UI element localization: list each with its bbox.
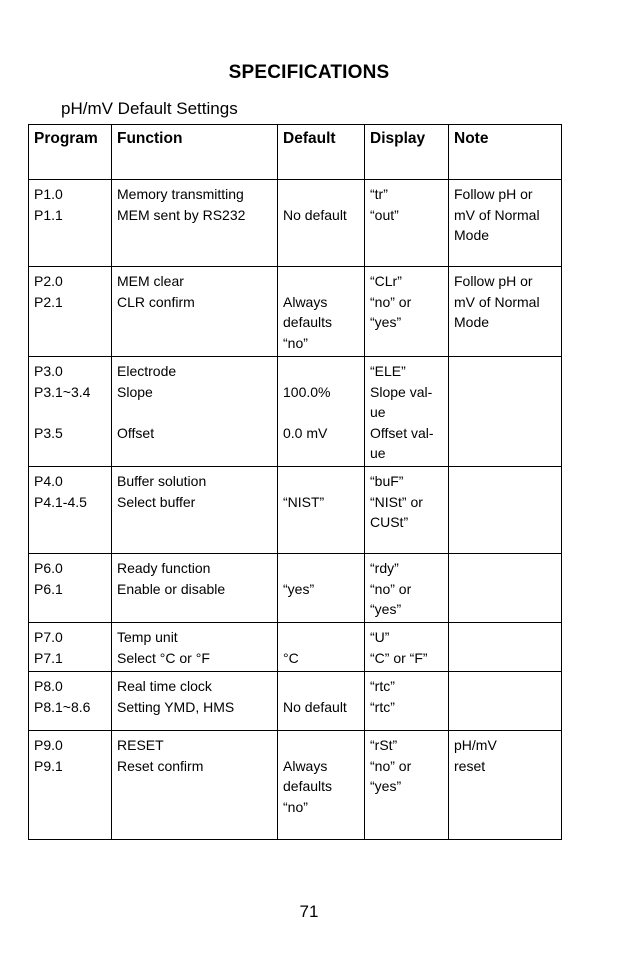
cell-line: CLR confirm (117, 293, 195, 310)
cell-line: “NISt” or (370, 493, 423, 510)
section-subtitle: pH/mV Default Settings (61, 99, 238, 118)
cell-line: P8.0 (34, 678, 63, 694)
cell-line: P1.0 (34, 186, 63, 202)
cell-line (283, 627, 359, 648)
cell-line (34, 533, 106, 554)
cell-line (370, 817, 443, 838)
cell-line: Offset val- (370, 424, 434, 441)
cell-default (278, 554, 365, 623)
cell-line (283, 676, 359, 697)
cell-note (449, 554, 562, 623)
cell-default (278, 672, 365, 731)
cell-line: ue (370, 445, 386, 461)
cell-note (449, 623, 562, 672)
cell-program (29, 467, 112, 554)
table-row (29, 731, 562, 840)
cell-line: P1.1 (34, 206, 63, 223)
cell-line: “U” (370, 629, 390, 645)
cell-line: “ELE” (370, 363, 406, 379)
cell-note (449, 267, 562, 357)
cell-line (117, 246, 272, 267)
cell-line (454, 558, 556, 579)
cell-line: Offset (117, 424, 155, 441)
cell-line: Slope (117, 383, 153, 400)
cell-line: “rSt” (370, 737, 398, 753)
cell-line (117, 333, 272, 354)
cell-line: P2.0 (34, 273, 63, 289)
cell-display (365, 467, 449, 554)
cell-line (454, 599, 556, 620)
cell-line (34, 225, 106, 246)
cell-program (29, 672, 112, 731)
cell-program (29, 623, 112, 672)
cell-line: MEM sent by RS232 (117, 206, 246, 223)
table-header-row (29, 125, 562, 180)
cell-line (454, 492, 556, 513)
cell-line (454, 648, 556, 669)
table-row (29, 672, 562, 731)
cell-line (283, 599, 359, 620)
cell-line (454, 676, 556, 697)
cell-line (454, 333, 556, 354)
cell-line: “no” (283, 798, 308, 815)
cell-line: “out” (370, 206, 399, 223)
cell-line (454, 627, 556, 648)
cell-function (112, 357, 278, 467)
cell-line (454, 361, 556, 382)
cell-line: defaults (283, 778, 333, 794)
cell-line (370, 797, 443, 818)
cell-line: defaults (283, 314, 333, 330)
cell-line: P7.1 (34, 649, 63, 666)
cell-line: P4.0 (34, 473, 63, 489)
cell-line: P3.5 (34, 424, 63, 441)
cell-note (449, 672, 562, 731)
cell-line (454, 579, 556, 600)
cell-line: P3.1~3.4 (34, 383, 91, 400)
cell-line: “no” or (370, 757, 412, 774)
cell-line: reset (454, 757, 486, 774)
cell-line: “buF” (370, 473, 404, 489)
cell-line (34, 312, 106, 333)
cell-line: 100.0% (283, 383, 331, 400)
cell-default (278, 357, 365, 467)
cell-line (454, 512, 556, 533)
cell-line (34, 817, 106, 838)
cell-line: Mode (454, 314, 490, 330)
cell-line (34, 246, 106, 267)
cell-default (278, 267, 365, 357)
cell-line: Follow pH or (454, 186, 533, 202)
cell-function (112, 467, 278, 554)
cell-line (454, 533, 556, 554)
cell-note (449, 467, 562, 554)
cell-line (117, 817, 272, 838)
cell-line: “tr” (370, 186, 388, 202)
cell-line (117, 312, 272, 333)
cell-display (365, 180, 449, 267)
cell-line: Always (283, 757, 328, 774)
cell-line (117, 797, 272, 818)
page-number: 71 (299, 902, 319, 921)
cell-line (117, 533, 272, 554)
cell-line: CUSt” (370, 514, 409, 530)
cell-line: “rdy” (370, 560, 399, 576)
cell-line (283, 512, 359, 533)
cell-line: Always (283, 293, 328, 310)
cell-line (117, 599, 272, 620)
table-row (29, 267, 562, 357)
cell-line: P9.0 (34, 737, 63, 753)
cell-line (34, 797, 106, 818)
cell-function (112, 180, 278, 267)
cell-line (454, 246, 556, 267)
cell-line (454, 443, 556, 464)
cell-display (365, 357, 449, 467)
cell-line: Reset confirm (117, 757, 204, 774)
column-header-function: Function (112, 125, 278, 180)
cell-line (283, 246, 359, 267)
cell-line (283, 558, 359, 579)
cell-line: “no” or (370, 580, 412, 597)
cell-line: mV of Normal (454, 293, 540, 310)
column-header-note: Note (449, 125, 562, 180)
cell-line: “yes” (283, 580, 315, 597)
column-header-default: Default (278, 125, 365, 180)
cell-function (112, 672, 278, 731)
page-title: SPECIFICATIONS (228, 62, 390, 83)
cell-line (283, 225, 359, 246)
cell-function (112, 267, 278, 357)
cell-line (370, 533, 443, 554)
cell-line: “CLr” (370, 273, 402, 289)
cell-line (117, 225, 272, 246)
cell-line: P8.1~8.6 (34, 698, 91, 715)
cell-line: P4.1-4.5 (34, 493, 87, 510)
cell-line (34, 776, 106, 797)
cell-line: No default (283, 698, 347, 715)
cell-line: ue (370, 404, 386, 420)
cell-line: Electrode (117, 363, 177, 379)
cell-line (34, 443, 106, 464)
cell-line: Ready function (117, 560, 211, 576)
cell-program (29, 357, 112, 467)
cell-line (283, 184, 359, 205)
cell-line: “rtc” (370, 678, 395, 694)
cell-line: Enable or disable (117, 580, 226, 597)
cell-line: Memory transmitting (117, 186, 244, 202)
cell-line (370, 246, 443, 267)
cell-line (454, 776, 556, 797)
cell-line (283, 533, 359, 554)
cell-line: Real time clock (117, 678, 212, 694)
cell-function (112, 731, 278, 840)
cell-line: P6.0 (34, 560, 63, 576)
cell-line: Select °C or °F (117, 649, 210, 666)
cell-line: P7.0 (34, 629, 63, 645)
cell-line (454, 817, 556, 838)
cell-line (454, 423, 556, 444)
cell-line (370, 333, 443, 354)
cell-note (449, 731, 562, 840)
cell-program (29, 180, 112, 267)
cell-line (34, 333, 106, 354)
cell-line: Mode (454, 227, 490, 243)
cell-line (34, 402, 106, 423)
cell-line: No default (283, 206, 347, 223)
cell-default (278, 731, 365, 840)
cell-line (283, 361, 359, 382)
cell-line: mV of Normal (454, 206, 540, 223)
cell-display (365, 623, 449, 672)
table-row (29, 623, 562, 672)
cell-line: °C (283, 649, 299, 666)
cell-line: “yes” (370, 314, 402, 330)
cell-line (454, 402, 556, 423)
cell-program (29, 731, 112, 840)
table-body (29, 180, 562, 840)
cell-function (112, 623, 278, 672)
cell-program (29, 267, 112, 357)
cell-line: RESET (117, 737, 164, 753)
cell-line: “yes” (370, 601, 402, 617)
cell-default (278, 623, 365, 672)
cell-line: “NIST” (283, 493, 325, 510)
cell-line: “no” or (370, 293, 412, 310)
cell-line: P6.1 (34, 580, 63, 597)
cell-line (283, 443, 359, 464)
table-row (29, 554, 562, 623)
cell-line (454, 697, 556, 718)
cell-note (449, 180, 562, 267)
cell-line (117, 776, 272, 797)
cell-line: Slope val- (370, 383, 433, 400)
cell-line (283, 817, 359, 838)
cell-line (117, 443, 272, 464)
cell-line: 0.0 mV (283, 424, 328, 441)
cell-line (454, 797, 556, 818)
cell-line: P9.1 (34, 757, 63, 774)
cell-line (283, 271, 359, 292)
column-header-program: Program (29, 125, 112, 180)
cell-note (449, 357, 562, 467)
cell-line: P2.1 (34, 293, 63, 310)
cell-line: Select buffer (117, 493, 196, 510)
cell-line (454, 471, 556, 492)
cell-line: “no” (283, 334, 308, 351)
table-row (29, 180, 562, 267)
default-settings-table (28, 124, 562, 840)
cell-display (365, 554, 449, 623)
cell-line (117, 402, 272, 423)
cell-default (278, 180, 365, 267)
cell-function (112, 554, 278, 623)
cell-line: MEM clear (117, 273, 184, 289)
cell-line (283, 471, 359, 492)
cell-line (283, 735, 359, 756)
cell-line (34, 599, 106, 620)
cell-line: Setting YMD, HMS (117, 698, 235, 715)
cell-program (29, 554, 112, 623)
cell-line (34, 512, 106, 533)
cell-line (454, 382, 556, 403)
table-row (29, 467, 562, 554)
column-header-display: Display (365, 125, 449, 180)
cell-line: Follow pH or (454, 273, 533, 289)
cell-line: “yes” (370, 778, 402, 794)
table-row (29, 357, 562, 467)
cell-display (365, 267, 449, 357)
cell-line (370, 225, 443, 246)
cell-line (117, 512, 272, 533)
cell-display (365, 731, 449, 840)
cell-line: P3.0 (34, 363, 63, 379)
cell-default (278, 467, 365, 554)
cell-line: Temp unit (117, 629, 178, 645)
cell-line: Buffer solution (117, 473, 207, 489)
cell-line: “rtc” (370, 698, 395, 715)
cell-display (365, 672, 449, 731)
cell-line: “C” or “F” (370, 649, 428, 666)
cell-line (283, 402, 359, 423)
cell-line: pH/mV (454, 737, 497, 753)
